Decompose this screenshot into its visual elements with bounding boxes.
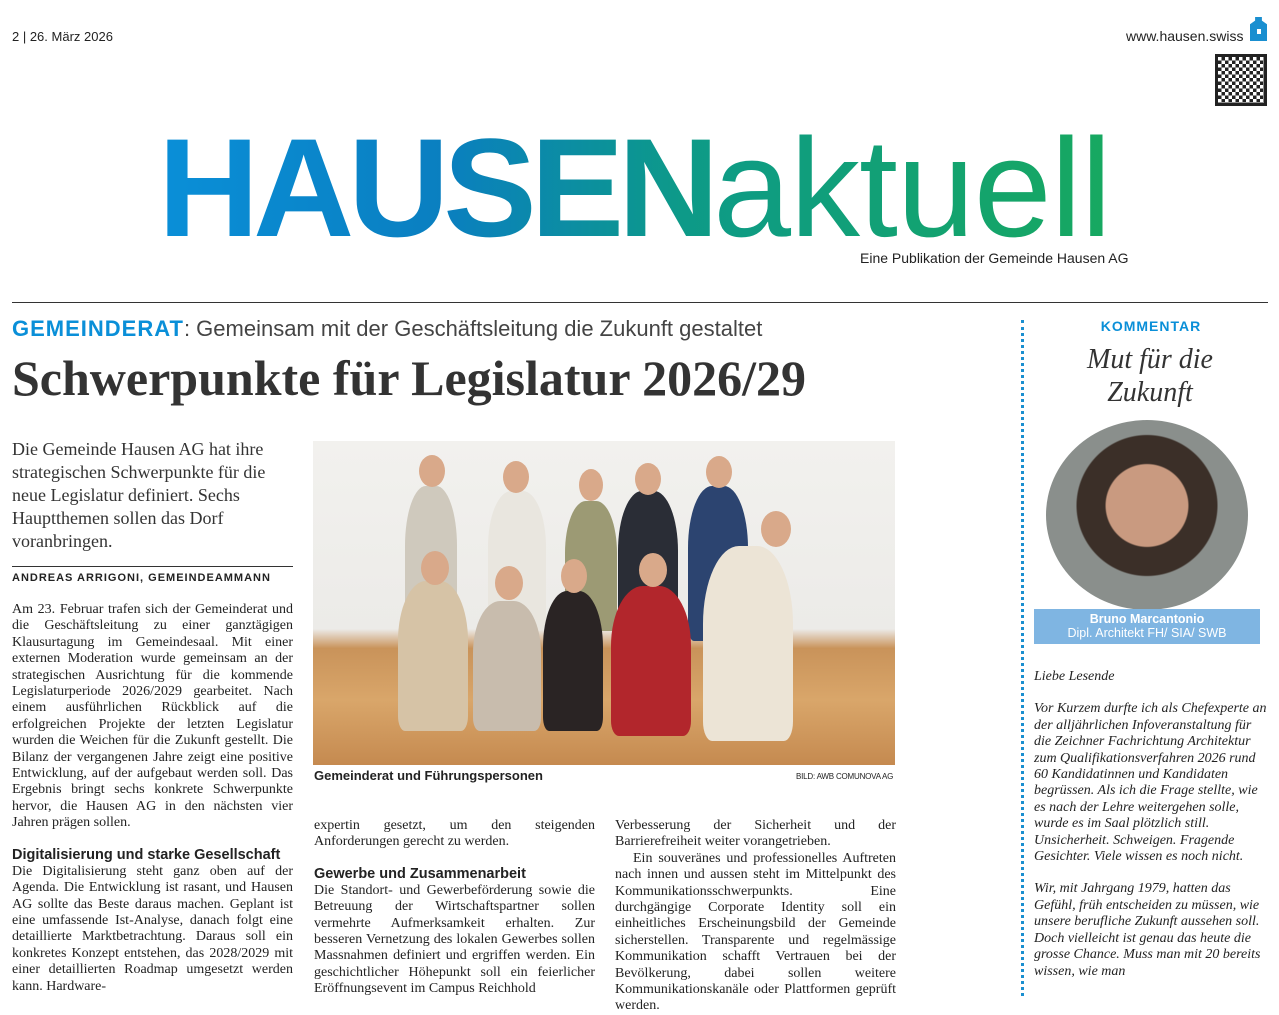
author-line: ANDREAS ARRIGONI, GEMEINDEAMMANN <box>12 566 293 584</box>
article-kicker: GEMEINDERAT: Gemeinsam mit der Geschäftsleitung die Zukunft gestaltet <box>12 316 763 341</box>
masthead-logo: HAUSENaktuell <box>158 109 1111 266</box>
comment-body <box>1034 669 1270 980</box>
section-text: Die Standort- und Gewerbeförderung sowie die Betreuung der Wirtschaftspartner sollen vermehrte Aufmerksamkeit erhalten. Zur besseren Vernetzung des lokalen Gewerbes sollen Massnahmen definiert und ergriffen werden. Ein geschichtlicher Höhepunkt soll ein feierlicher Eröffnungsevent im Campus Reichhold <box>314 882 595 997</box>
header-divider <box>12 302 1268 303</box>
website-link[interactable]: www.hausen.swiss <box>1126 28 1244 44</box>
article-column-3 <box>615 818 896 1015</box>
comment-paragraph: Wir, mit Jahrgang 1979, hatten das Gefühl, früh entscheiden zu müssen, wie unsere berufliche Zukunft aussehen soll. Doch vielleicht ist genau das heute die grosse Chance. Muss man mit 20 bereits wissen, wie man <box>1034 881 1261 979</box>
photo-caption: Gemeinderat und Führungspersonen <box>314 768 543 783</box>
column-text: expertin gesetzt, um den steigenden Anforderungen gerecht zu werden. <box>314 818 595 850</box>
column-text: Verbesserung der Sicherheit und der Barrierefreiheit weiter vorangetrieben. <box>615 818 896 850</box>
author-role: Dipl. Architekt FH/ SIA/ SWB <box>1067 626 1227 640</box>
author-namebox <box>1034 609 1260 644</box>
section-heading: Digitalisierung und starke Gesellschaft <box>12 846 281 863</box>
comment-title: Mut für die Zukunft <box>1087 344 1213 408</box>
column-text: Ein souveränes und professionelles Auftreten nach innen und aussen steht im Mittelpunkt des Kommunikationsschwerpunkts. Eine durchgängige Corporate Identity soll ein einheitliches Erscheinungsbild der Gemeinde sicherstellen. Transparente und regelmässige Kommunikation schafft Vertrauen bei der Bevölkerung, dabei sollen weitere Kommunikationskanäle oder Plattformen geprüft werden. <box>615 850 896 1014</box>
section-heading: Gewerbe und Zusammenarbeit <box>314 865 526 882</box>
article-column-1 <box>12 602 293 995</box>
article-column-2 <box>314 818 595 998</box>
qr-code-icon[interactable] <box>1215 54 1267 106</box>
comment-paragraph: Vor Kurzem durfte ich als Chefexperte an der alljährlichen Infoveranstaltung für die Zeichner Fachrichtung Architektur zum Qualifikationsverfahren 2026 rund 60 Kandidatinnen und Kandidaten begrüssen. Als ich die Frage stellte, wie es nach der Lehre weitergehen solle, wurde es im Saal plötzlich still. Unsicherheit. Schweigen. Fragende Gesichter. Viele wissen es noch nicht. <box>1034 701 1267 865</box>
page-date: 2 | 26. März 2026 <box>12 29 113 44</box>
article-lead: Die Gemeinde Hausen AG hat ihre strategischen Schwerpunkte für die neue Legislatur definiert. Sechs Hauptthemen sollen das Dorf voranbringen. <box>12 439 266 551</box>
column-divider <box>1021 320 1024 996</box>
group-photo <box>313 441 895 765</box>
comment-greeting: Liebe Lesende <box>1034 669 1115 684</box>
section-text: Die Digitalisierung steht ganz oben auf der Agenda. Die Entwicklung ist rasant, und Hausen AG sollte das Beste daraus machen. Geplant ist eine umfassende Ist-Analyse, danach folgt eine detaillierte Marktbetrachtung. Daraus soll ein konkretes Konzept entstehen, das 2028/2029 mit einer detaillierten Roadmap umgesetzt werden kann. Hardware- <box>12 863 293 994</box>
comment-label: KOMMENTAR <box>1100 318 1202 334</box>
photo-credit: BILD: AWB COMUNOVA AG <box>796 772 894 781</box>
building-icon <box>1250 17 1267 41</box>
article-intro: Am 23. Februar trafen sich der Gemeinderat und die Geschäftsleitung zu einer ganztägigen Klausurtagung im Gemeindesaal. Mit einer externen Moderation wurde gemeinsam an der strategischen Ausrichtung für die kommende Legislaturperiode 2026/2029 gearbeitet. Nach einem ausführlichen Rückblick auf die erfolgreichen Projekte der letzten Legislatur wurden die Weichen für die Zukunft gestellt. Die Bilanz der vergangenen Jahre zeigt eine positive Entwicklung, auf der aufgebaut werden soll. Das Ergebnis bringt sechs konkrete Schwerpunkte hervor, die Hausen AG in den nächsten vier Jahren prägen sollen. <box>12 602 293 831</box>
tagline: Eine Publikation der Gemeinde Hausen AG <box>860 250 1129 266</box>
author-name: Bruno Marcantonio <box>1089 612 1205 626</box>
author-portrait <box>1046 420 1248 610</box>
article-title: Schwerpunkte für Legislatur 2026/29 <box>12 350 807 406</box>
